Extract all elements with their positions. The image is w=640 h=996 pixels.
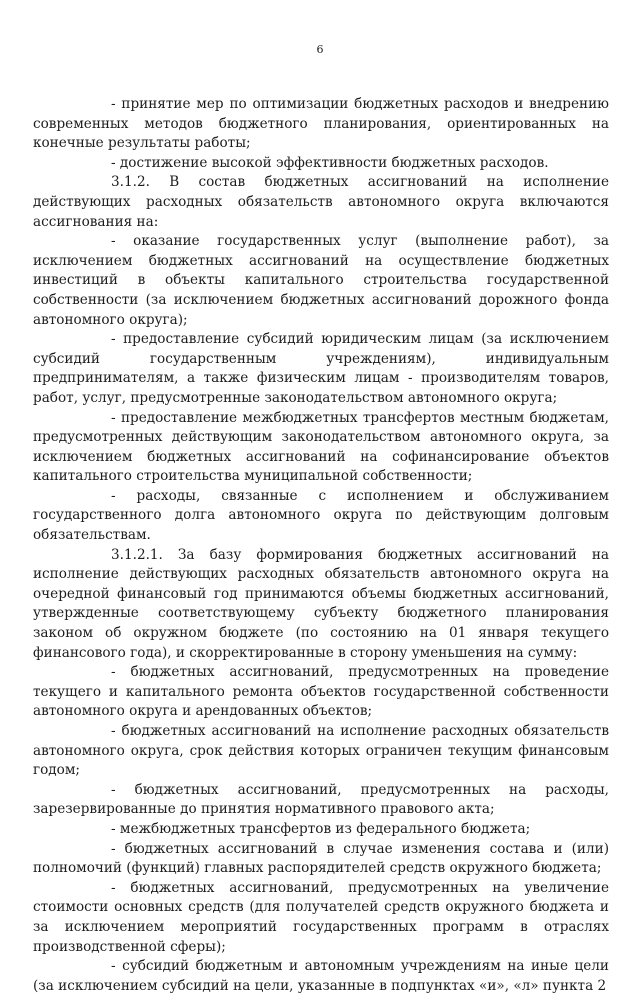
page-number: 6 <box>316 43 324 56</box>
paragraph-fixed-assets: - бюджетных ассигнований, предусмотренных на увеличение стоимости основных средств (для получателей средств окружного бюджета и за исключением мероприятий государственных программ в отраслях производственной сферы); <box>33 879 609 955</box>
paragraph-composition-changes: - бюджетных ассигнований в случае изменения состава и (или) полномочий (функций) главных распорядителей средств окружного бюджета; <box>33 840 609 877</box>
paragraph-other-subsidies: - субсидий бюджетным и автономным учреждениям на иные цели (за исключением субсидий на цели, указанные в подпунктах «и», «л» пункта 2 <box>33 958 609 994</box>
paragraph-subsidies-legal-entities: - предоставление субсидий юридическим лицам (за исключением субсидий государственным учреждениям), индивидуальным предпринимателям, а также физическим лицам - производителям товаров, работ, услуг, предусмотренные законодательством автономного округа; <box>33 331 609 406</box>
paragraph-efficiency: - достижение высокой эффективности бюджетных расходов. <box>111 154 549 171</box>
paragraph-budget-optimization: - принятие мер по оптимизации бюджетных расходов и внедрению современных методов бюджетного планирования, ориентированных на конечные результаты работы; <box>33 96 609 152</box>
paragraph-repair: - бюджетных ассигнований, предусмотренных на проведение текущего и капитального ремонта объектов государственной собственности автономного округа и арендованных объектов; <box>33 664 609 720</box>
paragraph-section-3-1-2: 3.1.2. В состав бюджетных ассигнований на исполнение действующих расходных обязательств автономного округа включаются ассигнования на: <box>33 174 609 230</box>
paragraph-section-3-1-2-1: 3.1.2.1. За базу формирования бюджетных ассигнований на исполнение действующих расходных обязательств автономного округа на очередной финансовый год принимаются объемы бюджетных ассигнований, утвержденные соответствующему субъекту бюджетного планирования законом об окружном бюджете (по состоянию на 01 января текущего финансового года), и скорректированные в сторону уменьшения на сумму: <box>33 546 609 661</box>
paragraph-reserved-expenses: - бюджетных ассигнований, предусмотренных на расходы, зарезервированные до принятия нормативного правового акта; <box>33 781 609 818</box>
paragraph-federal-transfers: - межбюджетных трансфертов из федерального бюджета; <box>111 820 531 837</box>
paragraph-limited-obligations: - бюджетных ассигнований на исполнение расходных обязательств автономного округа, срок действия которых ограничен текущим финансовым годом; <box>33 723 609 779</box>
paragraph-interbudget-transfers: - предоставление межбюджетных трансфертов местным бюджетам, предусмотренных действующим законодательством автономного округа, за исключением бюджетных ассигнований на софинансирование объектов капитального строительства муниципальной собственности; <box>33 409 609 485</box>
document-body <box>33 95 609 996</box>
paragraph-state-services: - оказание государственных услуг (выполнение работ), за исключением бюджетных ассигнований на осуществление бюджетных инвестиций в объекты капитального строительства государственной собственности (за исключением бюджетных ассигнований дорожного фонда автономного округа); <box>33 233 609 328</box>
paragraph-debt-service: - расходы, связанные с исполнением и обслуживанием государственного долга автономного округа по действующим долговым обязательствам. <box>33 487 609 544</box>
